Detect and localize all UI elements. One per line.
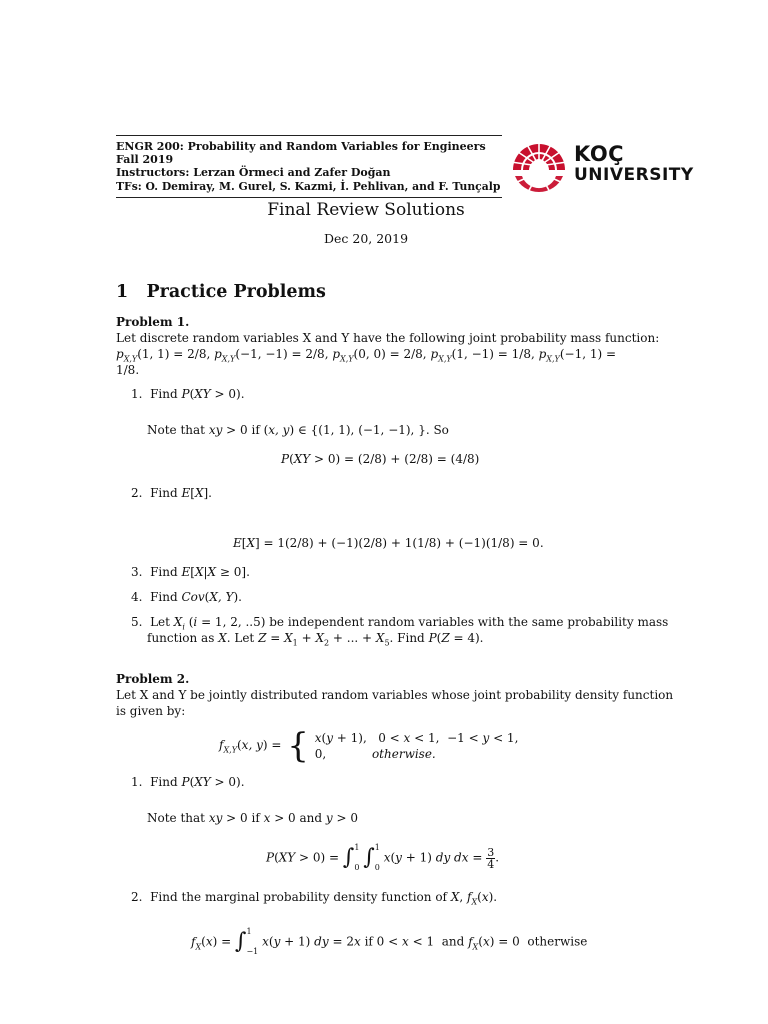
p1-item3: 3. Find E[X|X ≥ 0]. — [131, 565, 250, 579]
instructors-line: Instructors: Lerzan Örmeci and Zafer Doğan — [116, 166, 391, 179]
p1-item2: 2. Find E[X]. — [131, 486, 212, 500]
tfs-line: TFs: O. Demiray, M. Gurel, S. Kazmi, İ. Pehlivan, and F. Tunçalp — [116, 180, 501, 193]
term-line: Fall 2019 — [116, 153, 174, 166]
header-bottom-rule — [116, 197, 502, 198]
problem1-intro: Let discrete random variables X and Y have the following joint probability mass function: — [116, 331, 660, 345]
logo-text-koc: KOÇ — [574, 142, 625, 166]
p1-item3-number: 3. — [131, 565, 143, 579]
p1-item4: 4. Find Cov(X, Y). — [131, 590, 242, 604]
header-top-rule — [116, 135, 502, 136]
p2-item1-number: 1. — [131, 775, 143, 789]
section-title: Practice Problems — [146, 282, 326, 302]
logo-text-university: UNIVERSITY — [574, 165, 694, 185]
p1-item4-number: 4. — [131, 590, 143, 604]
p1-item2-number: 2. — [131, 486, 143, 500]
p1-eq1: P(XY > 0) = (2/8) + (2/8) = (4/8) — [281, 452, 480, 466]
p2-eq2: $f_X(x)$ = ∫ 1 −1 x(y + 1) dy = 2x if 0 < x < 1 and $f_X(x) = 0$ otherwise — [191, 927, 588, 956]
p2-item1-note: Note that xy > 0 if x > 0 and y > 0 — [147, 811, 358, 825]
p2-item2: 2. Find the marginal probability density function of X, $f_X(x)$. — [131, 890, 498, 907]
p1-item5-cont: function as X. Let $Z = X_1 + X_2$ + ... + $X_5$. Find P(Z = 4). — [147, 631, 484, 648]
section-number: 1 — [116, 282, 129, 302]
p1-item5: 5. Let $X_i$ (i = 1, 2, ..5) be independent random variables with the same probability mass — [131, 615, 669, 632]
p2-item2-number: 2. — [131, 890, 143, 904]
p2-item1: 1. Find P(XY > 0). — [131, 775, 245, 789]
p1-item1-number: 1. — [131, 387, 143, 401]
problem1-pmf: $p_{X,Y}(1$, 1) = 2/8, $p_{X,Y}(-1$, −1) = 2/8, $p_{X,Y}(0$, 0) = 2/8, $p_{X,Y}(1$, −1) = 1/8, $p_{X,Y}(-1$, 1) = — [116, 347, 617, 364]
p2-eq1: P(XY > 0) = ∫ 1 0 ∫ 1 0 x(y + 1) dy dx = $\frac{3}{4}$ . — [266, 843, 500, 872]
p2-pdf-definition: $f_{X,Y}(x$, y) = { x(y + 1), 0 < x < 1, −1 < y < 1, 0, otherwise. — [219, 726, 519, 766]
problem1-heading: Problem 1. — [116, 315, 190, 329]
section-heading — [116, 282, 326, 302]
p1-eq2: E[X] = 1(2/8) + (−1)(2/8) + 1(1/8) + (−1)(1/8) = 0. — [233, 536, 544, 550]
p1-item5-number: 5. — [131, 615, 143, 629]
page-date: Dec 20, 2019 — [323, 231, 409, 246]
koc-logo-emblem — [507, 132, 571, 196]
page-title: Final Review Solutions — [267, 200, 465, 220]
problem2-intro-l2: is given by: — [116, 704, 186, 718]
otherwise-word: otherwise — [527, 934, 588, 949]
problem2-heading: Problem 2. — [116, 672, 190, 686]
problem2-intro-l1: Let X and Y be jointly distributed random variables whose joint probability density function — [116, 688, 674, 702]
p1-item1: 1. Find P(XY > 0). — [131, 387, 245, 401]
course-line: ENGR 200: Probability and Random Variables for Engineers — [116, 140, 486, 153]
p1-item1-note: Note that xy > 0 if (x, y) ∈ {(1, 1), (−1, −1), }. So — [147, 423, 449, 437]
problem1-pmf-cont: 1/8. — [116, 363, 140, 377]
